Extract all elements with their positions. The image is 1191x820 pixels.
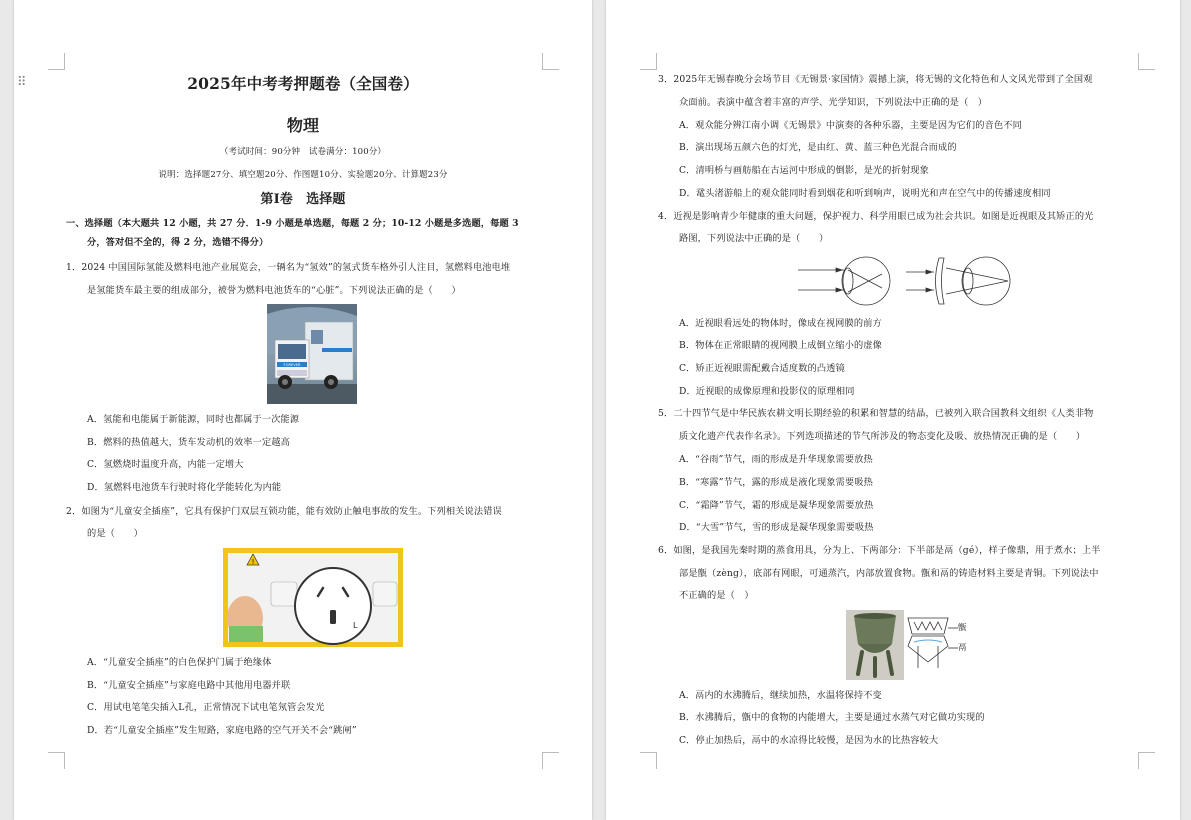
exam-title: 2025年中考考押题卷（全国卷） xyxy=(187,74,419,93)
q4-stem-line-1: 4．近视是影响青少年健康的重大问题，保护视力、科学用眼已成为社会共识。如图是近视眼及其矫正的光 xyxy=(658,211,1094,222)
document-page-2 xyxy=(606,0,1180,820)
crop-mark xyxy=(640,752,657,769)
q5-stem-line-2: 质文化遗产代表作名录》。下列选项描述的节气所涉及的物态变化及吸、放热情况正确的是（ ） xyxy=(679,431,1086,442)
q6-stem-line-2: 部是甑（zèng），底部有网眼，可通蒸汽，内部放置食物。甑和鬲的铸造材料主要是青铜。下列说法中 xyxy=(679,568,1099,579)
q2-option-c: C．用试电笔笔尖插入L孔，正常情况下试电笔氖管会发光 xyxy=(87,702,325,713)
q3-option-b: B．演出现场五颜六色的灯光，是由红、黄、蓝三种色光混合而成的 xyxy=(679,142,957,153)
crop-mark xyxy=(1138,752,1155,769)
label-zeng: 甑 xyxy=(958,623,967,633)
q4-option-c: C．矫正近视眼需配戴合适度数的凸透镜 xyxy=(679,363,845,374)
q2-option-b: B．“儿童安全插座”与家庭电路中其他用电器并联 xyxy=(87,680,291,691)
child-safety-socket-photo xyxy=(223,548,403,647)
q5-option-d: D．“大雪”节气，雪的形成是凝华现象需要吸热 xyxy=(679,522,874,533)
drag-handle-icon[interactable]: ⠿ xyxy=(17,75,26,90)
section-title: 第Ⅰ卷 选择题 xyxy=(260,192,346,207)
q4-option-d: D．近视眼的成像原理和投影仪的原理相同 xyxy=(679,386,855,397)
q2-stem-line-1: 2．如图为“儿童安全插座”，它具有保护门双层互锁功能，能有效防止触电事故的发生。下列相关说法错误 xyxy=(66,506,502,517)
subject-title: 物理 xyxy=(286,116,320,135)
q1-stem-line-1: 1．2024 中国国际氢能及燃料电池产业展览会，一辆名为“氢效”的氢式货车格外引人注目，氢燃料电池电堆 xyxy=(66,262,511,273)
q5-stem-line-1: 5．二十四节气是中华民族农耕文明长期经验的积累和智慧的结晶，已被列入联合国教科文组织《人类非物 xyxy=(658,408,1094,419)
hydrogen-truck-photo xyxy=(267,304,357,404)
myopia-correction-diagram xyxy=(796,254,1016,310)
q6-option-b: B．水沸腾后，甑中的食物的内能增大，主要是通过水蒸气对它做功实现的 xyxy=(679,712,985,723)
label-li: 鬲 xyxy=(958,643,967,653)
myopia-ray-diagram xyxy=(796,254,1016,310)
q4-stem-line-2: 路图，下列说法中正确的是（ ） xyxy=(679,233,829,244)
q3-stem-line-1: 3．2025年无锡春晚分会场节目《无锡景·家国情》震撼上演，将无锡的文化特色和人文风光带到了全国观 xyxy=(658,74,1093,85)
part-intro-line-2: 分，答对但不全的，得 2 分，选错不得分） xyxy=(87,237,269,248)
q1-option-a: A．氢能和电能属于新能源，同时也都属于一次能源 xyxy=(87,414,300,425)
hydrogen-truck-illustration xyxy=(267,304,357,404)
q4-option-b: B．物体在正常眼睛的视网膜上成倒立缩小的虚像 xyxy=(679,340,882,351)
crop-mark xyxy=(542,752,559,769)
crop-mark xyxy=(48,752,65,769)
part-intro-line-1: 一、选择题（本大题共 12 小题，共 27 分．1-9 小题是单选题，每题 2 分；10-12 小题是多选题，每题 3 xyxy=(66,218,519,229)
bronze-steamer-photo xyxy=(846,610,904,680)
steamer-structure-diagram xyxy=(906,612,978,678)
q5-option-c: C．“霜降”节气，霜的形成是凝华现象需要放热 xyxy=(679,500,874,511)
exam-info: （考试时间：90分钟 试卷满分：100分） xyxy=(219,147,387,157)
truck-brand: FOREVER xyxy=(283,363,301,367)
q6-option-c: C．停止加热后，鬲中的水凉得比较慢，是因为水的比热容较大 xyxy=(679,735,939,746)
q3-option-c: C．清明桥与画舫船在古运河中形成的倒影，是光的折射现象 xyxy=(679,165,929,176)
socket-live-label: L xyxy=(353,621,358,630)
q3-option-a: A．观众能分辨江南小调《无锡景》中演奏的各种乐器，主要是因为它们的音色不同 xyxy=(679,120,1022,131)
q2-stem-line-2: 的是（ ） xyxy=(87,528,144,539)
q5-option-b: B．“寒露”节气，露的形成是液化现象需要吸热 xyxy=(679,477,874,488)
q3-stem-line-2: 众面前。表演中蕴含着丰富的声学、光学知识，下列说法中正确的是（ ） xyxy=(679,97,988,108)
q1-stem-line-2: 是氢能货车最主要的组成部分，被誉为燃料电池货车的“心脏”。下列说法正确的是（ ） xyxy=(87,285,461,296)
crop-mark xyxy=(48,53,65,70)
q1-option-b: B．燃料的热值越大，货车发动机的效率一定越高 xyxy=(87,437,290,448)
q1-option-d: D．氢燃料电池货车行驶时将化学能转化为内能 xyxy=(87,482,282,493)
document-page-1 xyxy=(14,0,592,820)
steamer-cross-section xyxy=(906,612,978,678)
q6-option-a: A．鬲内的水沸腾后，继续加热，水温将保持不变 xyxy=(679,690,882,701)
q1-option-c: C．氢燃烧时温度升高，内能一定增大 xyxy=(87,459,244,470)
safety-socket-illustration xyxy=(223,548,403,647)
q6-stem-line-3: 不正确的是（ ） xyxy=(679,590,754,601)
crop-mark xyxy=(542,53,559,70)
crop-mark xyxy=(1138,53,1155,70)
q2-option-d: D．若“儿童安全插座”发生短路，家庭电路的空气开关不会“跳闸” xyxy=(87,725,357,736)
q4-option-a: A．近视眼看远处的物体时，像成在视网膜的前方 xyxy=(679,318,882,329)
score-instructions: 说明：选择题27分、填空题20分、作图题10分、实验题20分、计算题23分 xyxy=(158,170,448,180)
q2-option-a: A．“儿童安全插座”的白色保护门属于绝缘体 xyxy=(87,657,272,668)
bronze-steamer-illustration xyxy=(846,610,904,680)
q6-stem-line-1: 6．如图，是我国先秦时期的蒸食用具，分为上、下两部分：下半部是鬲（gé），样子像鼎，用于煮水；上半 xyxy=(658,545,1101,556)
svg-text:!: ! xyxy=(251,558,255,566)
q5-option-a: A．“谷雨”节气，雨的形成是升华现象需要放热 xyxy=(679,454,873,465)
crop-mark xyxy=(640,53,657,70)
q3-option-d: D．鼋头渚游船上的观众能同时看到烟花和听到响声，说明光和声在空气中的传播速度相同 xyxy=(679,188,1051,199)
